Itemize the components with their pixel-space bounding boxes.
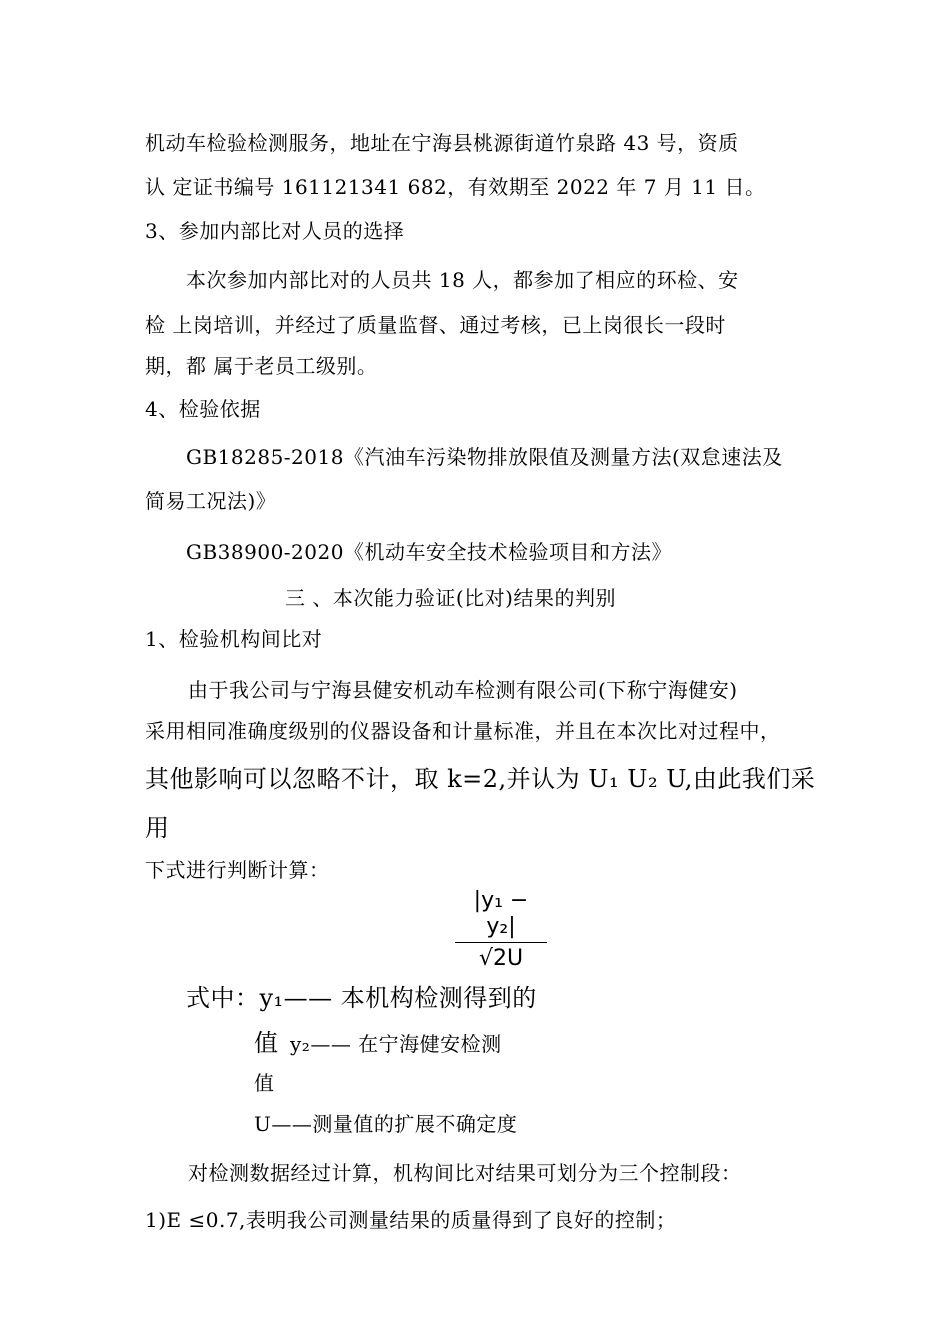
paragraph-line: 其他影响可以忽略不计，取 k=2,并认为 U₁ U₂ U,由此我们采 (145, 765, 816, 793)
legend-line: 式中：y₁—— 本机构检测得到的 (186, 984, 537, 1012)
section-heading: 4、检验依据 (145, 397, 261, 421)
formula-numerator: |y₁ − y₂| (455, 888, 547, 943)
paragraph-line: 对检测数据经过计算，机构间比对结果可划分为三个控制段： (188, 1161, 742, 1185)
judgement-formula (455, 888, 547, 973)
legend-line: 值 (254, 1071, 275, 1095)
paragraph-line: 采用相同准确度级别的仪器设备和计量标准，并且在本次比对过程中， (145, 719, 781, 743)
standard-reference: GB18285-2018《汽油车污染物排放限值及测量方法(双怠速法及 (186, 445, 783, 469)
paragraph-line: 用 (145, 814, 170, 842)
subsection-heading: 1、检验机构间比对 (145, 627, 323, 651)
section-title: 三 、本次能力验证(比对)结果的判别 (285, 586, 616, 610)
legend-line: U——测量值的扩展不确定度 (254, 1112, 518, 1136)
legend-line: 值 (254, 1029, 279, 1057)
paragraph-line: 期，都 属于老员工级别。 (145, 354, 378, 378)
paragraph-line: 下式进行判断计算： (145, 858, 330, 882)
formula-denominator: √2U (478, 946, 524, 971)
paragraph-line: 认 定证书编号 161121341 682，有效期至 2022 年 7 月 11 日。 (145, 175, 766, 199)
paragraph-line: 机动车检验检测服务，地址在宁海县桃源街道竹泉路 43 号，资质 (145, 131, 739, 155)
section-heading: 3、参加内部比对人员的选择 (145, 219, 405, 243)
paragraph-line: 由于我公司与宁海县健安机动车检测有限公司(下称宁海健安) (188, 678, 738, 702)
legend-line: y₂—— 在宁海健安检测 (290, 1032, 502, 1056)
standard-reference: 简易工况法)》 (145, 489, 277, 513)
paragraph-line: 检 上岗培训，并经过了质量监督、通过考核，已上岗很长一段时 (145, 313, 726, 337)
standard-reference: GB38900-2020《机动车安全技术检验项目和方法》 (186, 540, 672, 564)
paragraph-line: 本次参加内部比对的人员共 18 人，都参加了相应的环检、安 (186, 268, 739, 292)
list-item: 1)E ≤0.7,表明我公司测量结果的质量得到了良好的控制； (145, 1208, 677, 1232)
